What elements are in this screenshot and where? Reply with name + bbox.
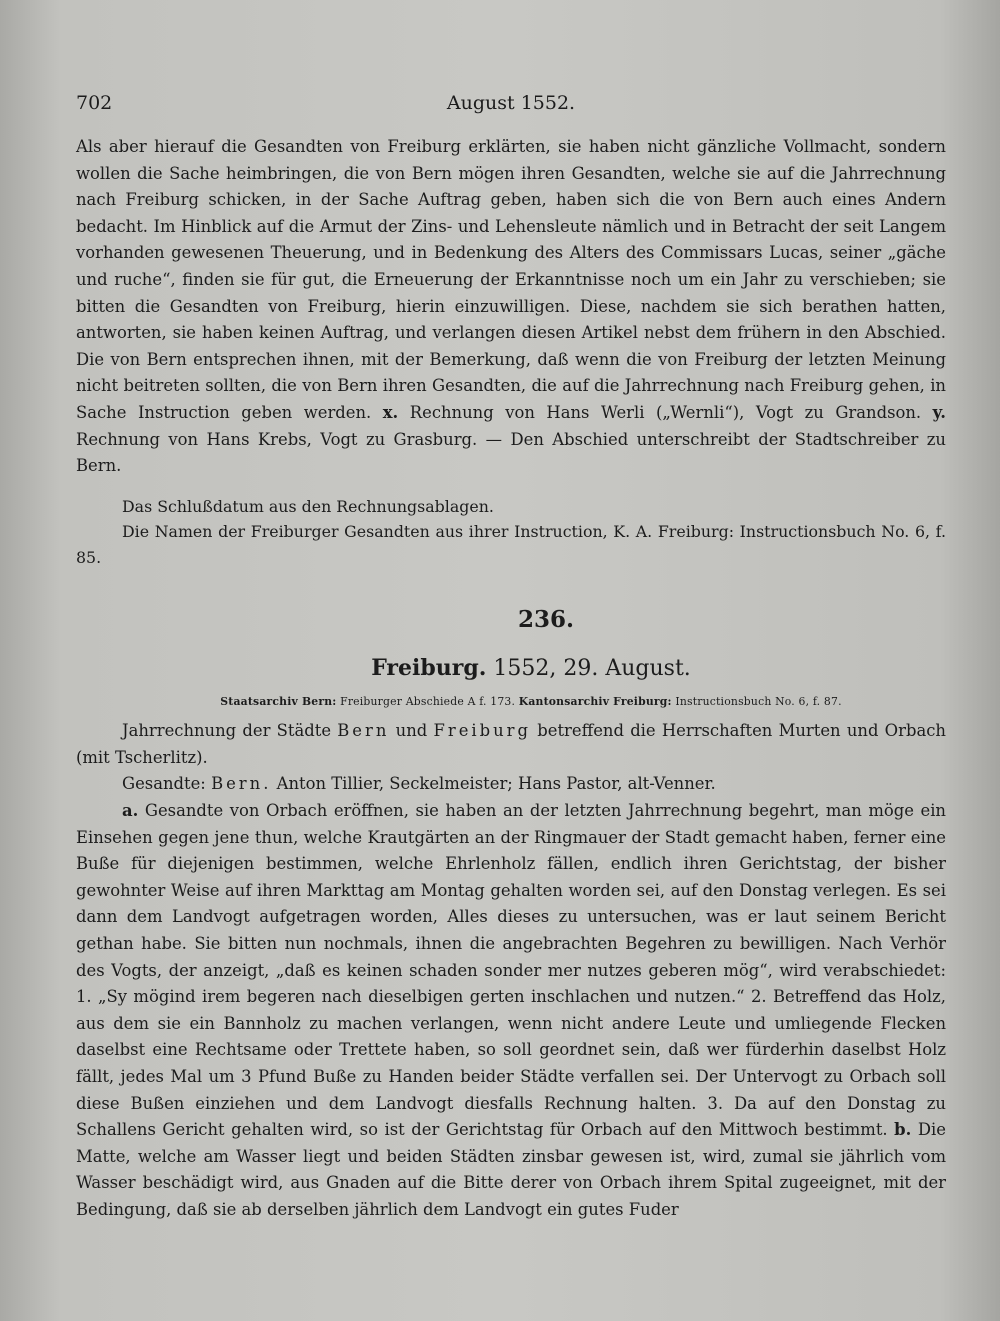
source-text-bern: Freiburger Abschiede A f. 173.: [340, 695, 516, 709]
section-a-b: [76, 798, 946, 1224]
envoys-names: Anton Tillier, Seckelmeister; Hans Pastor, alt-Venner.: [276, 774, 716, 794]
envoys-label: Gesandte:: [122, 774, 206, 794]
document-number: 236.: [517, 606, 575, 634]
item-letter-x: x.: [382, 402, 399, 422]
document-heading: [116, 655, 946, 681]
intro-freiburg: Freiburg: [433, 721, 532, 741]
intro-after: betreffend die Herrschaften Murten und Orbach (mit Tscherlitz).: [76, 721, 946, 767]
previous-paragraph: Als aber hierauf die Gesandten von Freiburg erklärten, sie haben nicht gänzliche Vollmacht, sondern wollen die Sache heimbringen, die von Bern mögen ihren Gesandten, welche sie auf die Jahrrechnung nach Freiburg schicken, in der Sache Auftrag geben, haben sich die von Bern auch eines Andern bedacht. Im Hinblick auf die Armut der Zins- und Lehensleute nämlich und in Betracht der seit Langem vorhanden gewesenen Theuerung, und in Bedenkung des Alters des Commissars Lucas, seiner „gäche und ruche“, finden sie für gut, die Erneuerung der Erkanntnisse noch um ein Jahr zu verschieben; sie bitten die Gesandten von Freiburg, hierin einzuwilligen. Diese, nachdem sie sich berathen hatten, antworten, sie haben keinen Auftrag, und verlangen diesen Artikel nebst dem frühern in den Abschied. Die von Bern entsprechen ihnen, mit der Bemerkung, daß wenn die von Freiburg der letzten Meinung nicht beitreten sollten, die von Bern ihren Gesandten, die auf die Jahrrechnung nach Freiburg gehen, in Sache Instruction geben werden.: [76, 137, 946, 422]
previous-document-text: [76, 134, 946, 480]
source-reference: [116, 695, 946, 708]
item-letter-y: y.: [932, 402, 946, 422]
document-intro: [76, 718, 946, 771]
section-letter-b: b.: [894, 1120, 912, 1140]
source-archive-freiburg: Kantonsarchiv Freiburg:: [518, 695, 672, 709]
envoys-place: Bern.: [211, 774, 272, 794]
document-place: Freiburg.: [371, 655, 487, 682]
footnote-envoys: Die Namen der Freiburger Gesandten aus ihrer Instruction, K. A. Freiburg: Instructionsbuch No. 6, f. 85.: [76, 522, 946, 567]
footnote-date: Das Schlußdatum aus den Rechnungsablagen.: [122, 496, 494, 516]
page-header: [76, 92, 946, 132]
section-letter-a: a.: [122, 801, 139, 820]
source-text-freiburg: Instructionsbuch No. 6, f. 87.: [675, 695, 842, 709]
page-number: 702: [76, 92, 113, 114]
document-date: 1552, 29. August.: [493, 656, 691, 682]
intro-bern: Bern: [337, 721, 390, 741]
section-a-text: Gesandte von Orbach eröffnen, sie haben an der letzten Jahrrechnung begehrt, man möge ein Einsehen gegen jene thun, welche Krautgärten an der Ringmauer der Stadt gemacht haben, ferner eine Buße für diejenigen bestimmen, welche Ehrlenholz fällen, endlich ihren Gerichtstag, der bisher gewohnter Weise auf ihren Markttag am Montag gehalten worden sei, auf den Donstag verlegen. Es sei dann dem Landvogt aufgetragen worden, Alles dieses zu untersuchen, was er laut seinem Bericht gethan habe. Sie bitten nun nochmals, ihnen die angebrachten Begehren zu bewilligen. Nach Verhör des Vogts, der anzeigt, „daß es keinen schaden sonder mer nutzes geberen mög“, wird verabschiedet: 1. „Sy mögind irem begeren nach dieselbigen gerten inschlachen und nutzen.“ 2. Betreffend das Holz, aus dem sie ein Bannholz zu machen verlangen, wenn nicht andere Leute und umliegende Flecken daselbst eine Rechtsame oder Trettete haben, so soll geordnet sein, daß wer fürderhin daselbst Holz fällt, jedes Mal um 3 Pfund Buße zu Handen beider Städte verfallen sei. Der Untervogt zu Orbach soll diese Bußen einziehen und dem Landvogt diesfalls Rechnung halten. 3. Da auf den Donstag zu Schallens Gericht gehalten wird, so ist der Gerichtstag für Orbach auf den Mittwoch bestimmt.: [76, 801, 946, 1140]
intro-before: Jahrrechnung der Städte: [122, 721, 332, 741]
section-b-text: Die Matte, welche am Wasser liegt und beiden Städten zinsbar gewesen ist, wird, zumal sie jährlich vom Wasser beschädigt wird, aus Gnaden auf die Bitte derer von Orbach ihrem Spital zugeeignet, mit der Bedingung, daß sie ab derselben jährlich dem Landvogt ein gutes Fuder: [76, 1120, 946, 1219]
source-archive-bern: Staatsarchiv Bern:: [220, 695, 337, 709]
item-y-text: Rechnung von Hans Krebs, Vogt zu Grasburg. — Den Abschied unterschreibt der Stadtschreiber zu Bern.: [76, 429, 946, 476]
item-x-text: Rechnung von Hans Werli („Wernli“), Vogt zu Grandson.: [409, 402, 922, 422]
intro-und: und: [395, 721, 428, 741]
running-title: August 1552.: [446, 92, 576, 114]
envoys-line: [76, 771, 946, 798]
